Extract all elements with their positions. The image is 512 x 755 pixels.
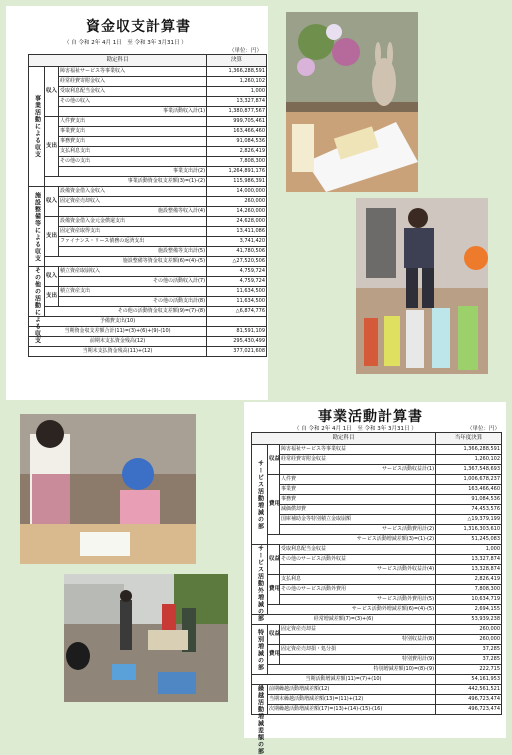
activity-statement-period: （ 自 令和 2年 4月 1日 至 令和 3年 3月31日 ）: [294, 426, 417, 432]
item-amount: 91,084,536: [436, 495, 502, 505]
section-label: 施設整備等による収支: [29, 187, 45, 267]
summary-name: 当期資金収支差額合計(11)=(3)+(6)+(9)-(10): [29, 327, 207, 337]
subtotal-name: その他の活動支出計(8): [59, 297, 207, 307]
item-amount: 1,264,891,176: [207, 167, 267, 177]
item-name: 減価償却費: [280, 505, 436, 515]
item-amount: 1,366,288,591: [436, 445, 502, 455]
balance-amount: 115,986,391: [207, 177, 267, 187]
group-label: 収入: [45, 67, 59, 117]
group-label: 収入: [45, 267, 59, 287]
item-amount: 1,260,102: [207, 77, 267, 87]
item-amount: 14,000,000: [207, 187, 267, 197]
item-amount: 4,759,724: [207, 277, 267, 287]
item-name: 前期繰越活動増減差額(12): [268, 685, 436, 695]
item-amount: 260,000: [207, 197, 267, 207]
item-name: 受取利息配当金収入: [59, 87, 207, 97]
balance-name: サービス活動増減差額(3)=(1)-(2): [268, 535, 436, 545]
item-amount: 4,759,724: [207, 267, 267, 277]
subtotal-name: 施設整備等支出計(5): [59, 247, 207, 257]
summary-name: 前期末支払資金残高(12): [29, 337, 207, 347]
header-subject: 勘定科目: [29, 55, 207, 67]
balance-amount: 2,694,155: [436, 605, 502, 615]
item-amount: 442,561,521: [436, 685, 502, 695]
item-amount: 1,316,303,610: [436, 525, 502, 535]
summary-name: 当期活動増減差額(11)=(7)+(10): [252, 675, 436, 685]
balance-amount: 222,715: [436, 665, 502, 675]
header-subject: 勘定科目: [252, 433, 436, 445]
item-amount: 1,260,102: [436, 455, 502, 465]
funding-statement-table: [28, 54, 267, 357]
balance-name: 事業活動資金収支差額(3)=(1)-(2): [45, 177, 207, 187]
item-amount: 1,366,288,591: [207, 67, 267, 77]
group-label: 収入: [45, 187, 59, 217]
item-name: 設備資金借入金収入: [59, 187, 207, 197]
item-amount: △19,379,199: [436, 515, 502, 525]
item-amount: 14,260,000: [207, 207, 267, 217]
item-amount: 163,466,460: [207, 127, 267, 137]
balance-amount: △27,520,506: [207, 257, 267, 267]
item-amount: 11,634,500: [207, 287, 267, 297]
section-label: 特別増減の部: [252, 625, 268, 675]
item-name: 固定資産売却損・処分損: [280, 645, 436, 655]
item-name: 積立資産支出: [59, 287, 207, 297]
item-amount: 7,808,300: [207, 157, 267, 167]
summary-amount: [207, 317, 267, 327]
subtotal-name: 事業活動収入計(1): [59, 107, 207, 117]
summary-amount: 54,161,953: [436, 675, 502, 685]
item-amount: 496,723,474: [436, 705, 502, 715]
photo-outdoor-harvest: [64, 574, 228, 702]
item-name: 受取利息配当金収益: [280, 545, 436, 555]
photo-bowling-game: [356, 198, 488, 374]
summary-amount: 295,430,499: [207, 337, 267, 347]
item-amount: 13,327,874: [207, 97, 267, 107]
activity-statement-table: [251, 432, 502, 755]
summary-name: 予備費支出(10): [29, 317, 207, 327]
item-amount: 496,723,474: [436, 695, 502, 705]
item-name: その他の収入: [59, 97, 207, 107]
item-amount: 999,705,461: [207, 117, 267, 127]
funding-statement-unit: （単位：円）: [228, 48, 262, 54]
item-amount: 1,367,548,693: [436, 465, 502, 475]
item-amount: 1,000: [207, 87, 267, 97]
item-amount: 2,826,419: [436, 575, 502, 585]
item-amount: 1,000: [436, 545, 502, 555]
group-label: 支出: [45, 217, 59, 257]
item-name: 事業費: [280, 485, 436, 495]
item-name: その他のサービス活動外収益: [280, 555, 436, 565]
item-name: 固定資産売却益: [280, 625, 436, 635]
activity-statement-title: 事業活動計算書: [318, 409, 423, 425]
item-name: その他のサービス活動外費用: [280, 585, 436, 595]
balance-name: 施設整備等資金収支差額(6)=(4)-(5): [45, 257, 207, 267]
item-amount: 7,808,300: [436, 585, 502, 595]
subtotal-name: 施設整備等収入計(4): [59, 207, 207, 217]
item-amount: 41,780,506: [207, 247, 267, 257]
item-name: その他の支出: [59, 157, 207, 167]
subtotal-name: サービス活動外費用計(5): [280, 595, 436, 605]
balance-name: 特別増減差額(10)=(8)-(9): [268, 665, 436, 675]
item-name: 支払利息支出: [59, 147, 207, 157]
summary-name: 経常増減差額(7)=(3)+(6): [252, 615, 436, 625]
item-name: 事務費: [280, 495, 436, 505]
group-label: 収益: [268, 445, 280, 475]
item-name: 事業費支出: [59, 127, 207, 137]
item-name: 人件費支出: [59, 117, 207, 127]
item-amount: 74,453,576: [436, 505, 502, 515]
item-amount: 13,328,874: [436, 565, 502, 575]
item-name: 経常経費寄附金収入: [59, 77, 207, 87]
funding-statement-period: （ 自 令和 2年 4月 1日 至 令和 3年 3月31日 ）: [64, 40, 187, 46]
item-amount: 1,006,678,237: [436, 475, 502, 485]
item-name: 経常経費寄附金収益: [280, 455, 436, 465]
group-label: 収益: [268, 545, 280, 575]
item-name: 固定資産取得支出: [59, 227, 207, 237]
item-amount: 91,084,536: [207, 137, 267, 147]
group-label: 支出: [45, 287, 59, 307]
item-amount: 10,634,719: [436, 595, 502, 605]
summary-name: 当期末支払資金残高(11)+(12): [29, 347, 207, 357]
photo-cooking-activity: [20, 414, 196, 564]
group-label: 収益: [268, 625, 280, 645]
item-name: 障害福祉サービス等事業収入: [59, 67, 207, 77]
summary-amount: 377,021,608: [207, 347, 267, 357]
item-amount: 13,327,874: [436, 555, 502, 565]
item-name: 積立資産取崩収入: [59, 267, 207, 277]
item-amount: 163,466,460: [436, 485, 502, 495]
item-name: 国庫補助金等特別積立金取崩額: [280, 515, 436, 525]
item-name: 当期末繰越活動増減差額(13)=(11)+(12): [268, 695, 436, 705]
item-name: 人件費: [280, 475, 436, 485]
item-name: 支払利息: [280, 575, 436, 585]
item-amount: 37,285: [436, 645, 502, 655]
item-amount: 37,285: [436, 655, 502, 665]
item-name: ファイナンス・リース債務の返済支出: [59, 237, 207, 247]
funding-statement-title: 資金収支計算書: [86, 19, 191, 35]
subtotal-name: 事業支出計(2): [59, 167, 207, 177]
balance-name: サービス活動外増減差額(6)=(4)-(5): [268, 605, 436, 615]
group-label: 費用: [268, 645, 280, 665]
funding-statement-panel: [6, 6, 268, 400]
group-label: 支出: [45, 117, 59, 177]
item-amount: 1,380,877,567: [207, 107, 267, 117]
item-name: 事務費支出: [59, 137, 207, 147]
section-label: サービス活動外増減の部: [252, 545, 268, 615]
balance-amount: △6,874,776: [207, 307, 267, 317]
item-name: 障害福祉サービス等事業収益: [280, 445, 436, 455]
group-label: 費用: [268, 475, 280, 535]
item-name: 設備資金借入金元金償還支出: [59, 217, 207, 227]
subtotal-name: 特別費用計(9): [280, 655, 436, 665]
photo-sandwich-lunch: [286, 12, 418, 192]
summary-amount: 81,591,109: [207, 327, 267, 337]
item-amount: 260,000: [436, 625, 502, 635]
header-amount: 当年度決算: [436, 433, 502, 445]
item-amount: 24,628,000: [207, 217, 267, 227]
item-amount: 13,411,086: [207, 227, 267, 237]
header-amount: 決算: [207, 55, 267, 67]
subtotal-name: サービス活動費用計(2): [280, 525, 436, 535]
item-amount: 11,634,500: [207, 297, 267, 307]
balance-name: その他の活動資金収支差額(9)=(7)-(8): [45, 307, 207, 317]
item-amount: 2,826,419: [207, 147, 267, 157]
activity-statement-unit: （単位：円）: [466, 426, 500, 432]
item-name: 固定資産売却収入: [59, 197, 207, 207]
item-amount: 260,000: [436, 635, 502, 645]
activity-statement-panel: [244, 402, 506, 755]
subtotal-name: その他の活動収入計(7): [59, 277, 207, 287]
balance-amount: 51,245,083: [436, 535, 502, 545]
subtotal-name: サービス活動外収益計(4): [280, 565, 436, 575]
subtotal-name: 特別収益計(8): [280, 635, 436, 645]
item-name: 次期繰越活動増減差額(17)=(13)+(14)-(15)-(16): [268, 705, 436, 715]
section-label: サービス活動増減の部: [252, 445, 268, 545]
section-label: その他の活動による収支: [29, 267, 45, 317]
section-label: 繰越活動増減差額の部: [252, 685, 268, 715]
group-label: 費用: [268, 575, 280, 605]
item-amount: 3,741,420: [207, 237, 267, 247]
summary-amount: 53,939,238: [436, 615, 502, 625]
section-label: 事業活動による収支: [29, 67, 45, 187]
subtotal-name: サービス活動収益計(1): [280, 465, 436, 475]
